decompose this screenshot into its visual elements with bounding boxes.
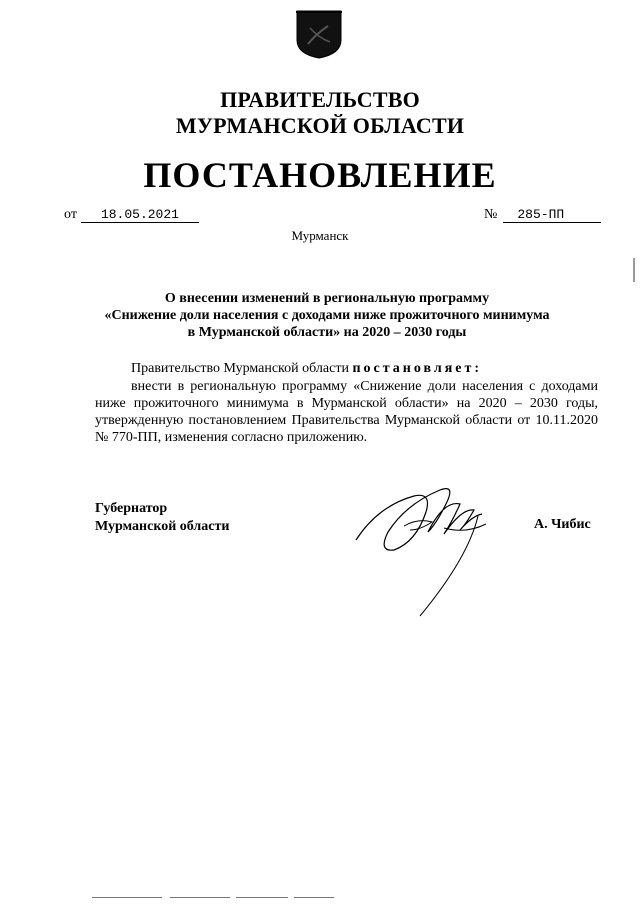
- bottom-rule: [236, 897, 288, 898]
- date-value: 18.05.2021: [81, 207, 199, 223]
- subject-heading: [90, 290, 564, 341]
- document-type: ПОСТАНОВЛЕНИЕ: [143, 155, 497, 195]
- subject-line1: О внесении изменений в региональную программу: [164, 291, 490, 306]
- number-value: 285-ПП: [503, 207, 601, 223]
- signer-title: [95, 500, 229, 536]
- subject-line2: «Снижение доли населения с доходами ниже прожиточного минимума: [104, 308, 550, 323]
- bottom-rule: [294, 897, 334, 898]
- signer-title-line2: Мурманской области: [95, 519, 230, 534]
- date-prefix: от: [64, 207, 77, 222]
- authority-title-line1: ПРАВИТЕЛЬСТВО: [220, 87, 420, 112]
- decree-word: постановляет:: [352, 361, 483, 376]
- subject-line3: в Мурманской области» на 2020 – 2030 годы: [187, 325, 467, 340]
- number-field: [484, 207, 601, 223]
- decree-lead: Правительство Мурманской области: [131, 361, 349, 376]
- bottom-rule: [170, 897, 230, 898]
- signer-name: А. Чибис: [534, 517, 591, 532]
- authority-title-line2: МУРМАНСКОЙ ОБЛАСТИ: [175, 113, 465, 138]
- signer-title-line1: Губернатор: [95, 501, 168, 516]
- decree-content: внести в региональную программу «Снижение доли населения с доходами ниже прожиточного минимума в Мурманской области» на 2020 – 2030 годы, утвержденную постановлением Правительства Мурманской области от 10.11.2020 № 770-ПП, изменения согласно приложению.: [95, 379, 598, 445]
- city: Мурманск: [291, 228, 349, 243]
- bottom-rule: [92, 897, 162, 898]
- date-field: [64, 207, 199, 223]
- coat-of-arms-icon: [294, 8, 344, 60]
- scan-edge-mark: [633, 258, 635, 282]
- decree-line: [95, 360, 598, 377]
- handwritten-signature-icon: [348, 470, 498, 620]
- number-prefix: №: [484, 207, 498, 222]
